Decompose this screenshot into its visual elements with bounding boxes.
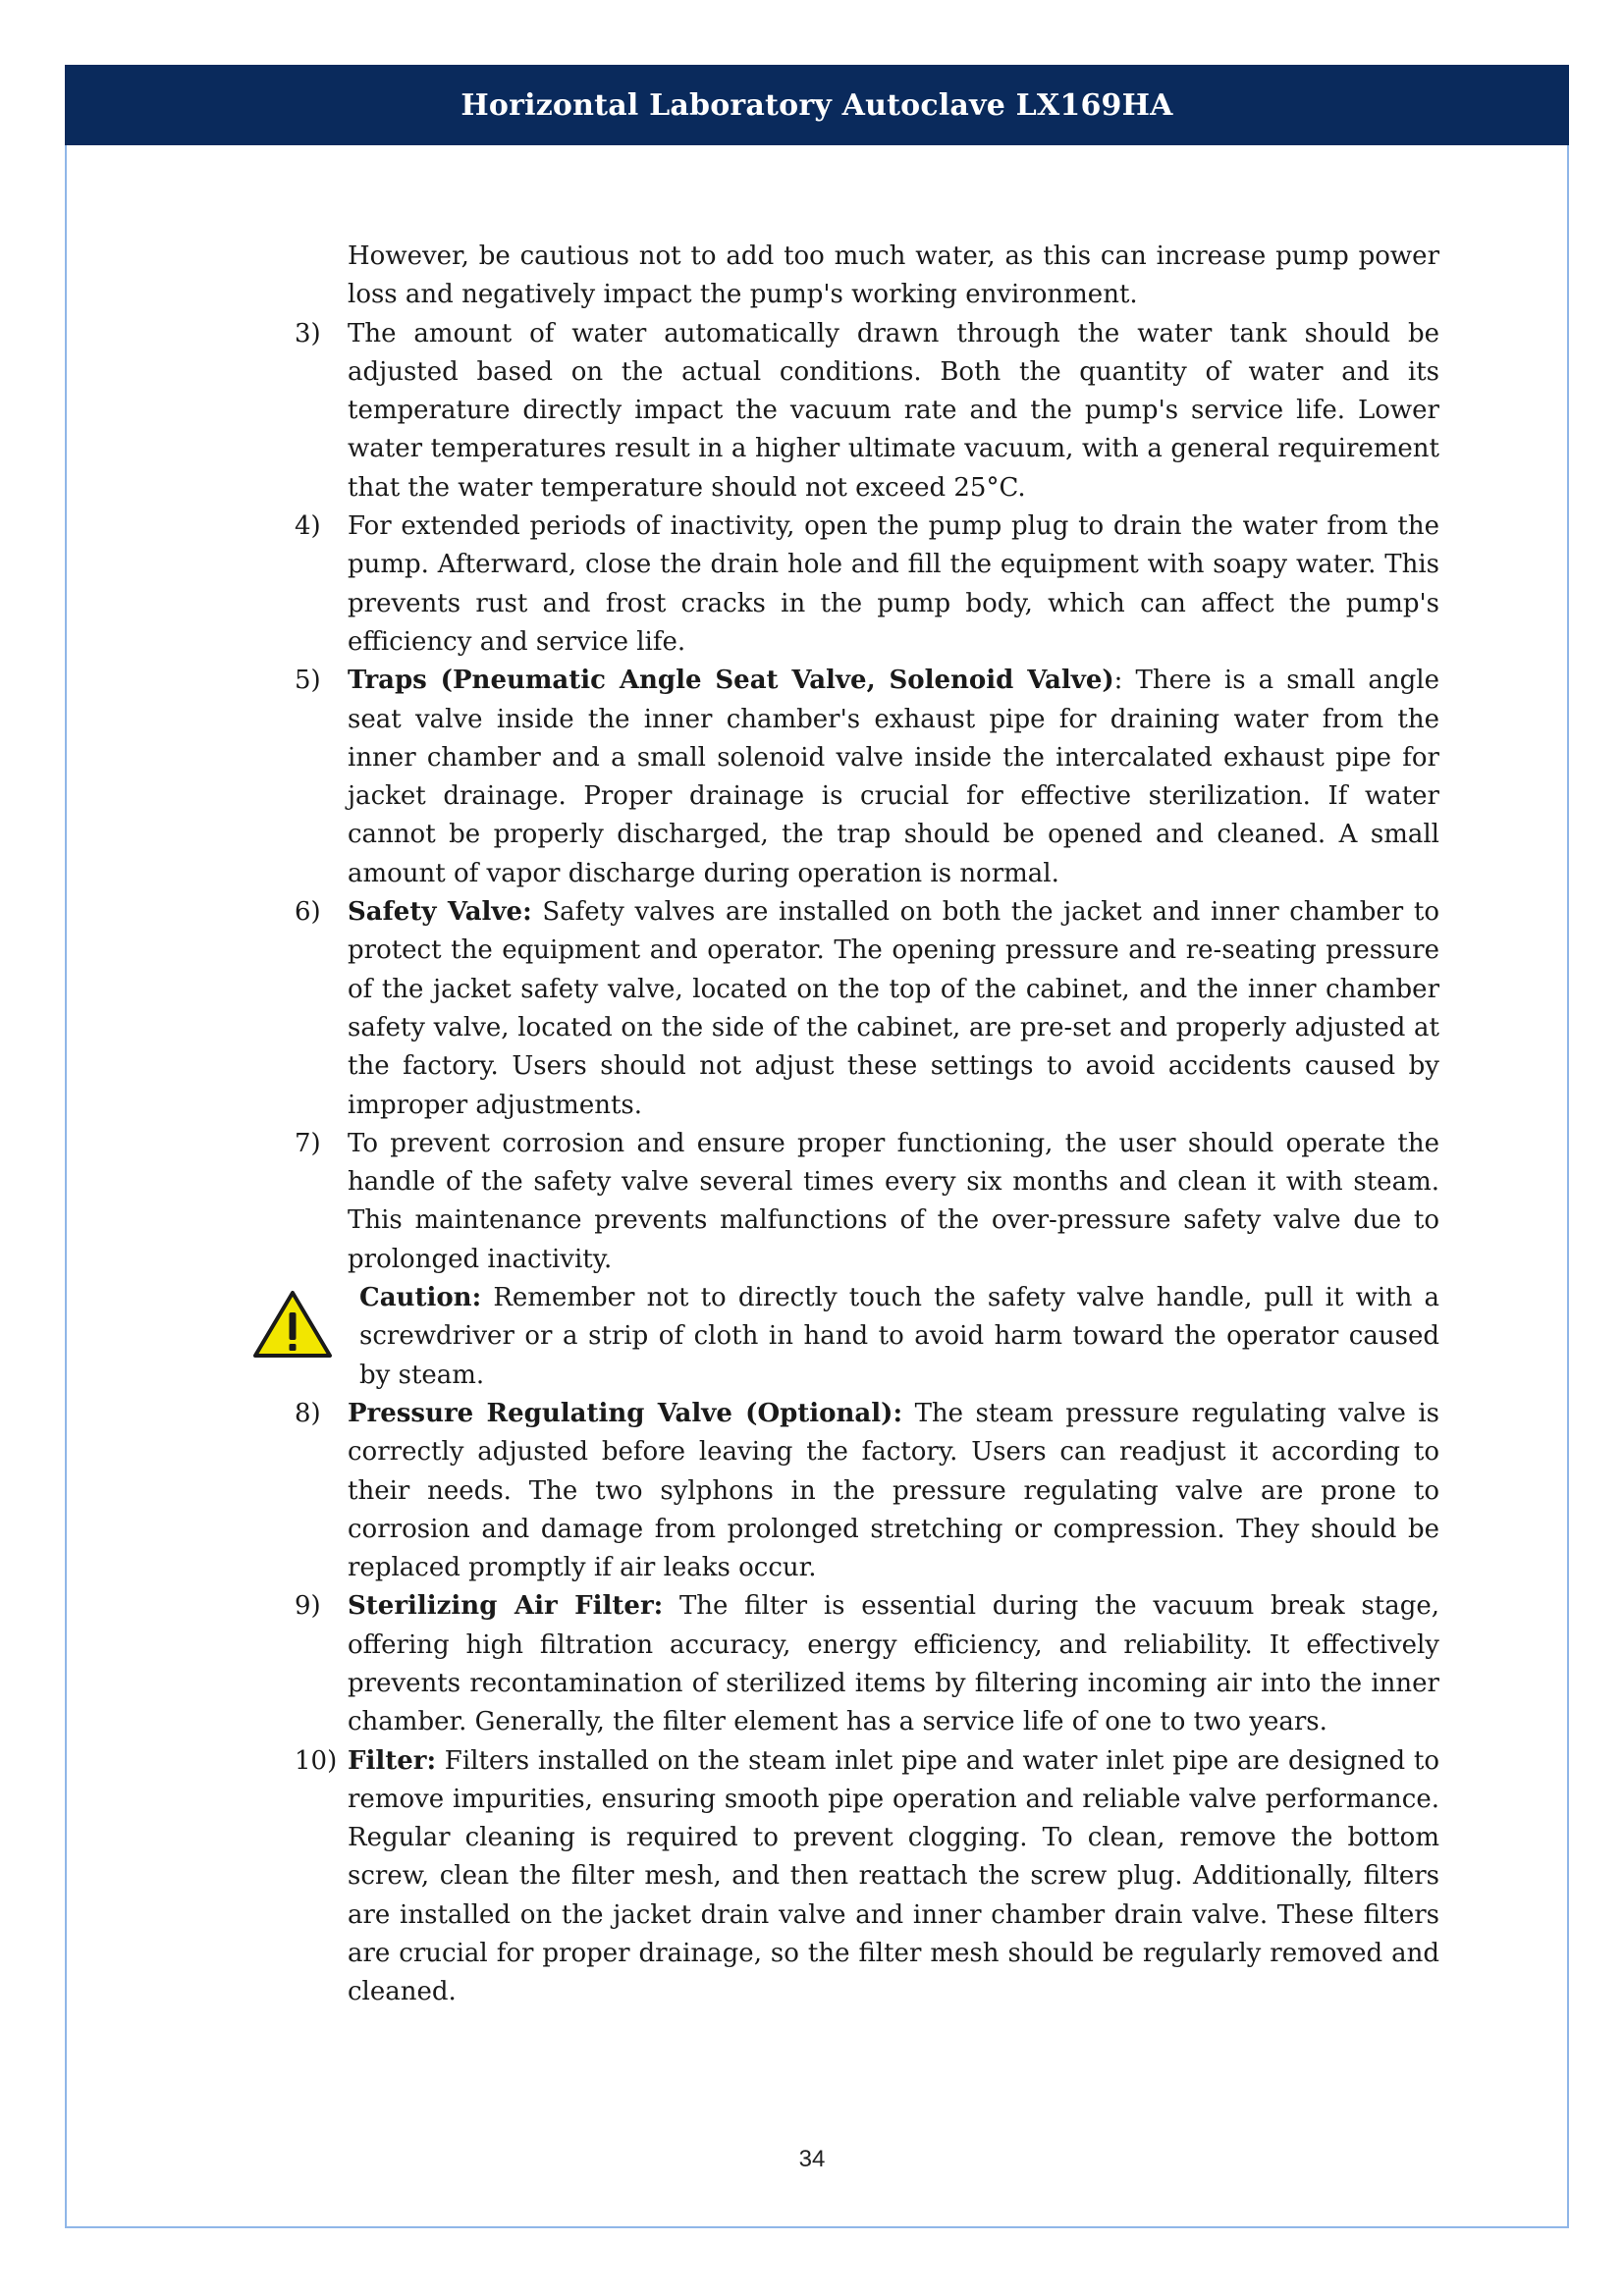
item-number: 6) xyxy=(295,897,321,928)
list-item xyxy=(295,315,1439,507)
item-heading: Traps (Pneumatic Angle Seat Valve, Solenoid Valve) xyxy=(348,666,1114,696)
list-item xyxy=(295,893,1439,1125)
item-number: 8) xyxy=(295,1398,321,1428)
list-item xyxy=(295,662,1439,893)
item-number: 3) xyxy=(295,318,321,348)
item-text: Filter: Filters installed on the steam inlet pipe and water inlet pipe are designed to remove impurities, ensuring smooth pipe operation and reliable valve performance. Regular cleaning is required to prevent clogging. To clean, remove the bottom screw, clean the filter mesh, and then reattach the screw plug. Additionally, filters are installed on the jacket drain valve and inner chamber drain valve. These filters are crucial for proper drainage, so the filter mesh should be regularly removed and cleaned. xyxy=(348,1745,1439,2007)
warning-icon xyxy=(251,1279,359,1360)
item-heading: Sterilizing Air Filter: xyxy=(348,1591,664,1622)
item-number: 9) xyxy=(295,1591,321,1622)
caution-label: Caution: xyxy=(359,1283,482,1313)
item-heading: Pressure Regulating Valve (Optional): xyxy=(348,1398,903,1428)
item-heading: Filter: xyxy=(348,1745,437,1776)
item-text: The amount of water automatically drawn through the water tank should be adjusted based on the actual conditions. Both the quantity of water and its temperature directly impact the vacuum rate and the pump's service life. Lower water temperatures result in a higher ultimate vacuum, with a general requirement that the water temperature should not exceed 25°C. xyxy=(348,318,1439,503)
list-item xyxy=(295,1742,1439,2012)
item-number: 10) xyxy=(295,1745,338,1776)
continuation-paragraph: However, be cautious not to add too much water, as this can increase pump power loss and negatively impact the pump's working environment. xyxy=(348,241,1439,310)
page-header xyxy=(65,65,1569,145)
item-heading: Safety Valve: xyxy=(348,897,532,928)
item-number: 7) xyxy=(295,1128,321,1158)
caution-note xyxy=(251,1279,1439,1395)
document-body xyxy=(295,238,1439,2012)
item-text: Traps (Pneumatic Angle Seat Valve, Solenoid Valve): There is a small angle seat valve inside the inner chamber's exhaust pipe for draining water from the inner chamber and a small solenoid valve inside the intercalated exhaust pipe for jacket drainage. Proper drainage is crucial for effective sterilization. If water cannot be properly discharged, the trap should be opened and cleaned. A small amount of vapor discharge during operation is normal. xyxy=(348,666,1440,888)
list-item xyxy=(295,1125,1439,1279)
item-text: Safety Valve: Safety valves are installed on both the jacket and inner chamber to protect the equipment and operator. The opening pressure and re-seating pressure of the jacket safety valve, located on the top of the cabinet, and the inner chamber safety valve, located on the side of the cabinet, are pre-set and properly adjusted at the factory. Users should not adjust these settings to avoid accidents caused by improper adjustments. xyxy=(348,897,1439,1120)
header-title: Horizontal Laboratory Autoclave LX169HA xyxy=(460,87,1173,123)
item-text: For extended periods of inactivity, open the pump plug to drain the water from the pump. Afterward, close the drain hole and fill the equipment with soapy water. This prevents rust and frost cracks in the pump body, which can affect the pump's efficiency and service life. xyxy=(348,511,1439,657)
item-text: Sterilizing Air Filter: The filter is essential during the vacuum break stage, offering high filtration accuracy, energy efficiency, and reliability. It effectively prevents recontamination of sterilized items by filtering incoming air into the inner chamber. Generally, the filter element has a service life of one to two years. xyxy=(348,1591,1439,1737)
page-number: 34 xyxy=(798,2146,826,2172)
list-item xyxy=(295,1395,1439,1587)
caution-text: Caution: Remember not to directly touch the safety valve handle, pull it with a screwdriver or a strip of cloth in hand to avoid harm toward the operator caused by steam. xyxy=(359,1283,1439,1390)
item-text: Pressure Regulating Valve (Optional): The steam pressure regulating valve is correctly adjusted before leaving the factory. Users can readjust it according to their needs. The two sylphons in the pressure regulating valve are prone to corrosion and damage from prolonged stretching or compression. They should be replaced promptly if air leaks occur. xyxy=(348,1398,1440,1583)
list-item xyxy=(295,1587,1439,1741)
item-text: To prevent corrosion and ensure proper functioning, the user should operate the handle of the safety valve several times every six months and clean it with steam. This maintenance prevents malfunctions of the over-pressure safety valve due to prolonged inactivity. xyxy=(348,1128,1439,1274)
list-item xyxy=(295,507,1439,662)
item-number: 4) xyxy=(295,511,321,542)
item-number: 5) xyxy=(295,666,321,696)
